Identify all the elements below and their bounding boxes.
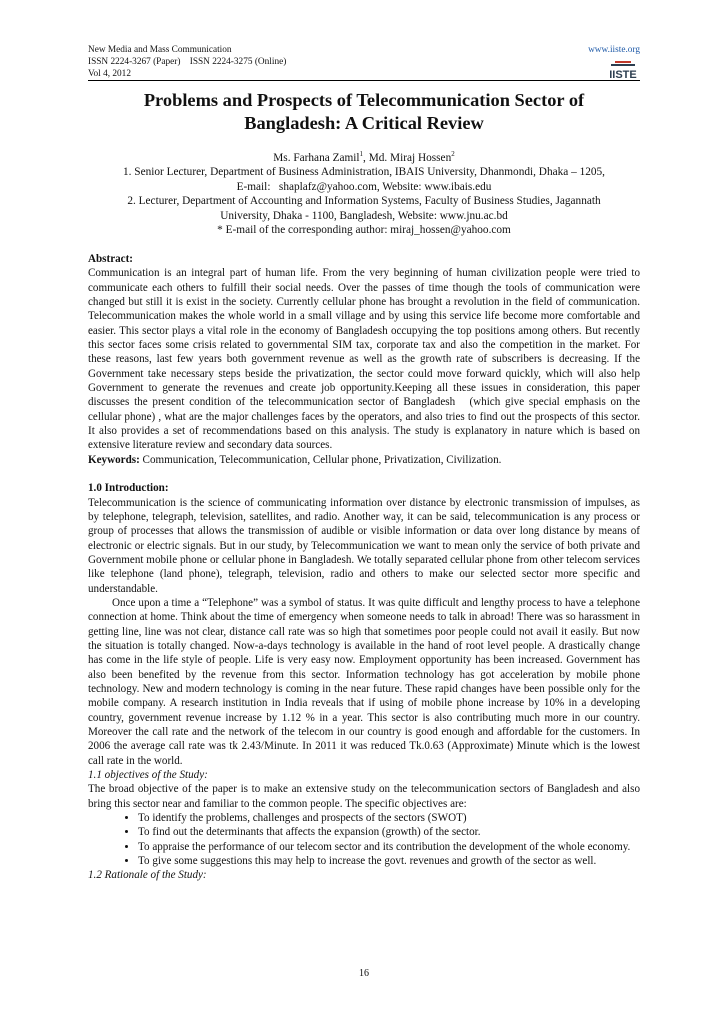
journal-header xyxy=(88,44,640,80)
objectives-heading: 1.1 objectives of the Study: xyxy=(88,769,208,782)
logo-text: IISTE xyxy=(609,69,637,81)
page-number: 16 xyxy=(359,968,369,979)
abstract-heading: Abstract: xyxy=(88,253,133,265)
affiliation-2-cont: University, Dhaka - 1100, Bangladesh, Website: www.jnu.ac.bd xyxy=(220,209,508,222)
rationale-heading: 1.2 Rationale of the Study: xyxy=(88,869,207,882)
journal-name: New Media and Mass Communication xyxy=(88,45,232,55)
volume-line: Vol 4, 2012 xyxy=(88,69,131,79)
introduction-para-1: Telecommunication is the science of communicating information over distance by electronic transmission of impulses, as by telephone, telegraph, television, satellites, and radio. Another way, it can be said, telecommunication is any process or group of processes that allows the transmission of audible or visible information or data over long distance by means of electronic or electric signals. But in our study, by Telecommunication we want to mean only the service of both private and Government mobile phone or cellular phone in Bangladesh. We totally separated cellular phone from other telecom services like telephone (land phone), telegraph, television, radio and others to make our selected sector more specific and understandable. xyxy=(88,496,640,595)
author-2-sup: 2 xyxy=(451,150,455,158)
author-1: Ms. Farhana Zamil xyxy=(273,151,360,164)
abstract-body: Communication is an integral part of human life. From the very beginning of human civilization people were tried to communicate each others to fulfill their social needs. Over the passes of time though the tools of communication were changed but still it is exist in the society. Currently cellular phone has brought a revolution in the field of communication. Telecommunication makes the whole world in a small village and by using this service life become more comfortable and easier. This sector plays a vital role in the economy of Bangladesh occupying the top positions among others. But recently this sector faces some crisis related to governmental SIM tax, corporate tax and also the competition in the market. For these reasons, last few years both government revenue as well as the growth rate of subscribers is decreasing. If the Government take necessary steps beside the privatization, the sector could move forward quickly, which will also help Government to generate the revenues and create job opportunity.Keeping all these issues in consideration, this paper discusses the present condition of the telecommunication sector of Bangladesh (which give special emphasis on the cellular phone) , what are the major challenges faces by the operators, and also tries to find out the prospects of this sector. It also provides a set of recommendations based on this analysis. The study is explanatory in nature which is based on extensive literature review and secondary data sources. xyxy=(88,267,643,452)
introduction-heading: 1.0 Introduction: xyxy=(88,482,169,495)
corresponding-author: * E-mail of the corresponding author: miraj_hossen@yahoo.com xyxy=(217,224,511,237)
author-block xyxy=(88,147,640,238)
header-rule xyxy=(88,80,640,81)
keywords-line xyxy=(88,453,640,467)
keywords-text: Communication, Telecommunication, Cellular phone, Privatization, Civilization. xyxy=(139,453,502,466)
objective-item: • To give some suggestions this may help to increase the govt. revenues and growth of the sector as well. xyxy=(138,854,640,868)
author-names xyxy=(88,147,640,165)
author-2: , Md. Miraj Hossen xyxy=(363,151,452,164)
issn-line: ISSN 2224-3267 (Paper) ISSN 2224-3275 (Online) xyxy=(88,57,287,67)
objectives-intro: The broad objective of the paper is to make an extensive study on the telecommunication sectors of Bangladesh and also bring this sector near and familiar to the common people. The specific objectives are: xyxy=(88,783,640,810)
iiste-logo-icon xyxy=(606,60,640,82)
section-gap xyxy=(88,467,640,481)
keywords-label: Keywords: xyxy=(88,453,140,466)
objectives-list xyxy=(88,811,640,868)
affiliation-1: 1. Senior Lecturer, Department of Business Administration, IBAIS University, Dhanmondi, Dhaka – 1205, xyxy=(123,166,605,179)
objective-item: • To identify the problems, challenges and prospects of the sectors (SWOT) xyxy=(138,811,640,825)
objective-item: • To find out the determinants that affects the expansion (growth) of the sector. xyxy=(138,825,640,839)
paper-title: Problems and Prospects of Telecommunication Sector of Bangladesh: A Critical Review xyxy=(143,90,585,133)
affiliation-1-contact: E-mail: shaplafz@yahoo.com, Website: www.ibais.edu xyxy=(236,180,492,193)
introduction-para-2: Once upon a time a “Telephone” was a symbol of status. It was quite difficult and lengthy process to have a telephone connection at home. Think about the time of emergency when someone needs to talk in abroad! There was so harassment in getting line, line was not clear, distance call rate was so high that sometimes poor people could not avail it easily. But now the situation is totally changed. Now-a-days technology is available in the hand of root level people. A drastically change has come in the life style of people. Life is very easy now. Employment opportunity has been increased. Government has also been benefited by the revenue from this sector. Information technology has got acceleration by mobile phone technology. New and modern technology is coming in the near future. These rapid changes have been possible only for the mobile company. A research institution in India reveals that if using of mobile phone increase by 10% in a developing country, government revenue increase by 1.12 % in a year. This sector is also contributing much more in our country. Moreover the call rate and the network of the telecom in our country is good enough and affordable for the customers. In 2006 the average call rate was tk 2.43/Minute. In 2011 it was reduced Tk.0.63 (Approximate) Minute which is the lowest call rate in the world. xyxy=(88,596,640,767)
objective-item: • To appraise the performance of our telecom sector and its contribution the development of the whole economy. xyxy=(138,840,640,854)
journal-url-link[interactable]: www.iiste.org xyxy=(588,45,640,55)
main-content xyxy=(88,252,643,883)
affiliation-2: 2. Lecturer, Department of Accounting and Information Systems, Faculty of Business Studies, Jagannath xyxy=(127,195,601,208)
author-1-sup: 1 xyxy=(359,150,364,158)
